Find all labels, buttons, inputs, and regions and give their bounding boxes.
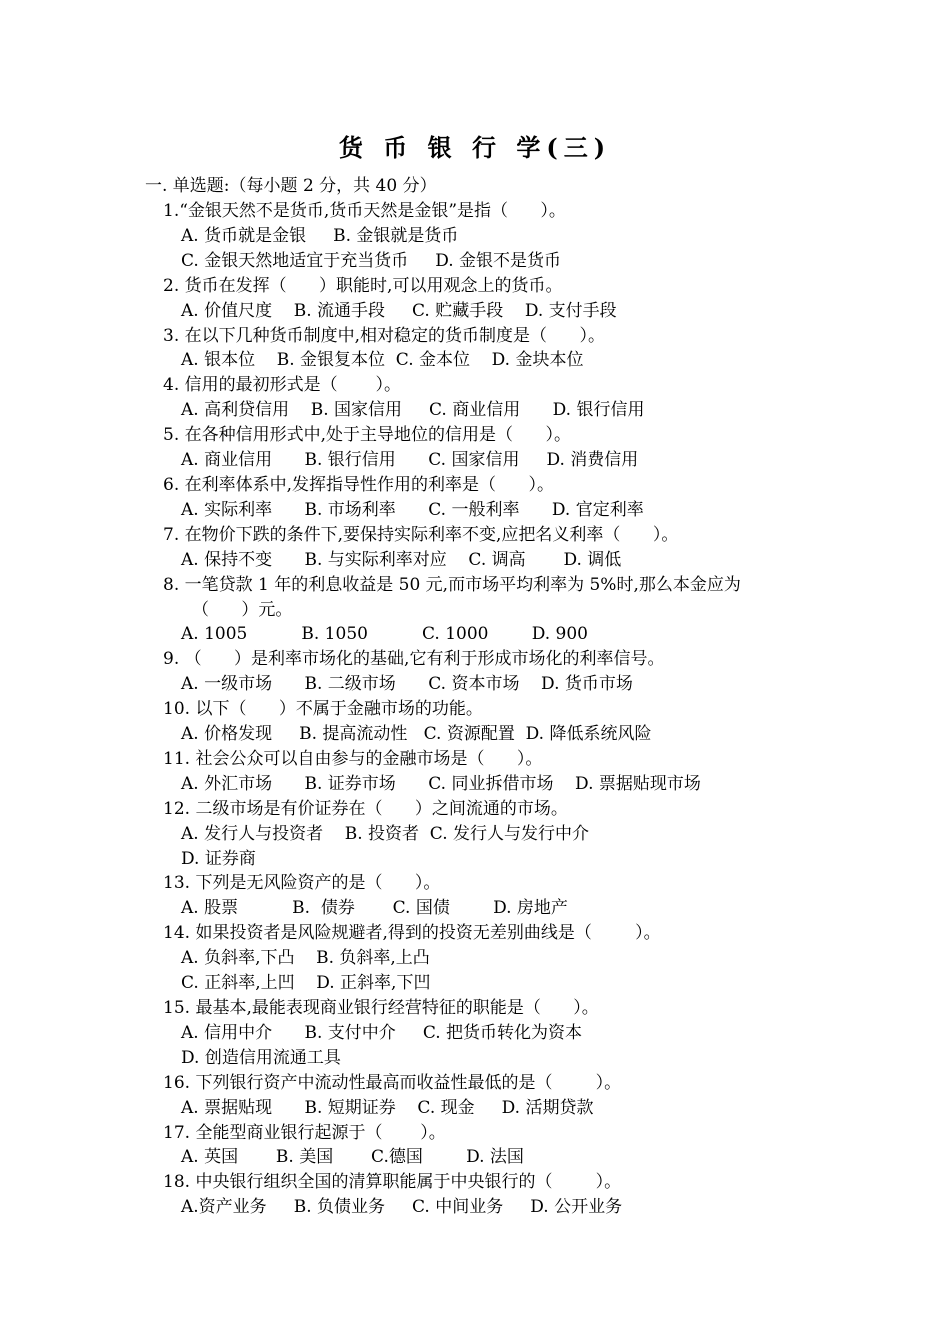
question-item — [0, 473, 950, 523]
question-list — [0, 199, 950, 1220]
question-options: C. 金银天然地适宜于充当货币 D. 金银不是货币 — [181, 250, 562, 271]
question-options: A. 1005 B. 1050 C. 1000 D. 900 — [181, 624, 588, 645]
question-stem: 9. （ ）是利率市场化的基础,它有利于形成市场化的利率信号。 — [163, 649, 665, 670]
question-item — [0, 747, 950, 797]
question-options: A. 信用中介 B. 支付中介 C. 把货币转化为资本 — [181, 1022, 583, 1043]
question-stem: 6. 在利率体系中,发挥指导性作用的利率是（ ）。 — [163, 474, 554, 495]
question-stem: 18. 中央银行组织全国的清算职能属于中央银行的（ ）。 — [163, 1172, 622, 1193]
question-item — [0, 1170, 950, 1220]
question-options: D. 证券商 — [181, 848, 256, 869]
question-options: A. 高利贷信用 B. 国家信用 C. 商业信用 D. 银行信用 — [181, 400, 645, 421]
question-options: C. 正斜率,上凹 D. 正斜率,下凹 — [181, 973, 431, 994]
question-stem: 14. 如果投资者是风险规避者,得到的投资无差别曲线是（ ）。 — [163, 923, 661, 944]
question-options: A. 英国 B. 美国 C.德国 D. 法国 — [181, 1147, 524, 1168]
section-heading: 一. 单选题:（每小题 2 分，共 40 分） — [145, 176, 437, 196]
question-stem: 17. 全能型商业银行起源于（ ）。 — [163, 1122, 446, 1143]
question-stem: 5. 在各种信用形式中,处于主导地位的信用是（ ）。 — [163, 425, 571, 446]
question-stem: 1.“金银天然不是货币,货币天然是金银”是指（ ）。 — [163, 201, 566, 221]
question-item — [0, 274, 950, 324]
question-stem: 15. 最基本,最能表现商业银行经营特征的职能是（ ）。 — [163, 998, 599, 1018]
question-item — [0, 871, 950, 921]
question-item — [0, 523, 950, 573]
question-options: A. 银本位 B. 金银复本位 C. 金本位 D. 金块本位 — [181, 350, 584, 371]
question-item — [0, 697, 950, 747]
question-item — [0, 423, 950, 473]
question-options: A.资产业务 B. 负债业务 C. 中间业务 D. 公开业务 — [181, 1197, 623, 1218]
question-options: A. 实际利率 B. 市场利率 C. 一般利率 D. 官定利率 — [181, 499, 644, 520]
question-options: A. 价值尺度 B. 流通手段 C. 贮藏手段 D. 支付手段 — [181, 300, 617, 321]
question-options: A. 负斜率,下凸 B. 负斜率,上凸 — [181, 948, 430, 969]
question-stem: 16. 下列银行资产中流动性最高而收益性最低的是（ ）。 — [163, 1072, 622, 1093]
question-item — [0, 199, 950, 274]
question-stem: 13. 下列是无风险资产的是（ ）。 — [163, 873, 441, 894]
question-item — [0, 1121, 950, 1171]
question-options: A. 股票 B. 债券 C. 国债 D. 房地产 — [181, 898, 568, 919]
question-item — [0, 797, 950, 872]
question-options: A. 发行人与投资者 B. 投资者 C. 发行人与发行中介 — [181, 823, 590, 844]
question-item — [0, 996, 950, 1071]
question-item — [0, 1071, 950, 1121]
question-stem: 10. 以下（ ）不属于金融市场的功能。 — [163, 699, 483, 720]
page-title: 货 币 银 行 学(三) — [338, 133, 612, 162]
question-stem: 4. 信用的最初形式是（ ）。 — [163, 375, 401, 396]
question-options: A. 一级市场 B. 二级市场 C. 资本市场 D. 货币市场 — [181, 674, 633, 695]
question-options: A. 价格发现 B. 提高流动性 C. 资源配置 D. 降低系统风险 — [181, 724, 652, 745]
question-stem: 8. 一笔贷款 1 年的利息收益是 50 元,而市场平均利率为 5%时,那么本金应为 — [163, 574, 741, 595]
question-options: A. 货币就是金银 B. 金银就是货币 — [181, 225, 459, 246]
question-item — [0, 324, 950, 374]
question-options: A. 外汇市场 B. 证券市场 C. 同业拆借市场 D. 票据贴现市场 — [181, 773, 701, 794]
question-item — [0, 647, 950, 697]
question-stem: 12. 二级市场是有价证券在（ ）之间流通的市场。 — [163, 798, 568, 819]
question-stem: 7. 在物价下跌的条件下,要保持实际利率不变,应把名义利率（ ）。 — [163, 524, 679, 545]
question-options: A. 商业信用 B. 银行信用 C. 国家信用 D. 消费信用 — [181, 450, 639, 471]
question-options: D. 创造信用流通工具 — [181, 1047, 341, 1068]
question-options: A. 票据贴现 B. 短期证券 C. 现金 D. 活期贷款 — [181, 1097, 594, 1118]
question-stem: 11. 社会公众可以自由参与的金融市场是（ ）。 — [163, 748, 543, 769]
question-options: A. 保持不变 B. 与实际利率对应 C. 调高 D. 调低 — [181, 549, 622, 570]
question-stem: 3. 在以下几种货币制度中,相对稳定的货币制度是（ ）。 — [163, 325, 605, 346]
question-stem: 2. 货币在发挥（ ）职能时,可以用观念上的货币。 — [163, 275, 563, 296]
question-item — [0, 921, 950, 996]
question-item — [0, 573, 950, 648]
question-stem: （ ）元。 — [192, 599, 293, 620]
question-item — [0, 373, 950, 423]
